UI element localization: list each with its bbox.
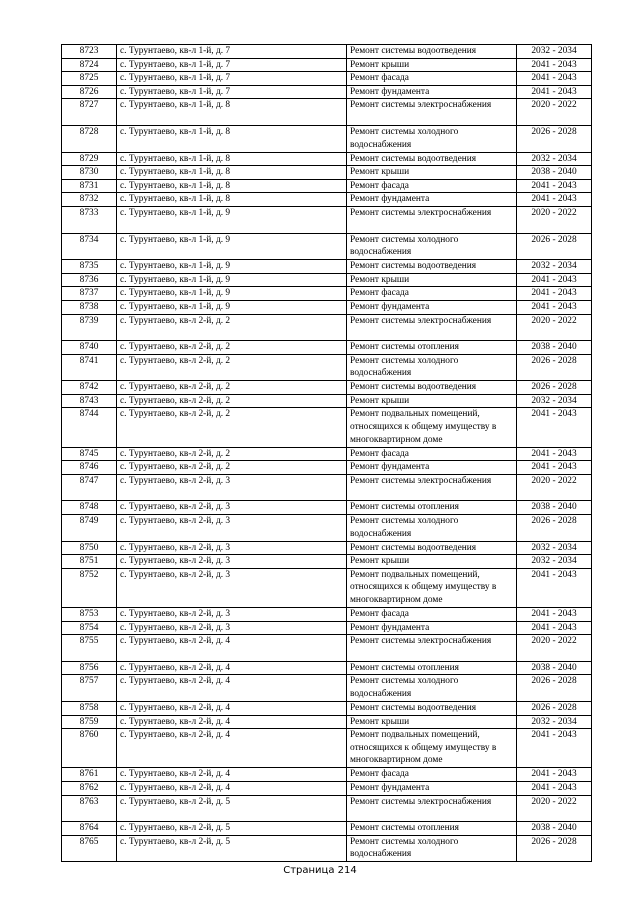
row-number: 8725	[62, 72, 117, 86]
table-row	[62, 621, 592, 635]
row-work-type: Ремонт системы холодного водоснабжения	[347, 125, 517, 152]
table-row	[62, 179, 592, 193]
row-work-type: Ремонт системы холодного водоснабжения	[347, 675, 517, 702]
row-address: с. Турунтаево, кв-л 2-й, д. 4	[117, 701, 347, 715]
table-row	[62, 635, 592, 662]
table-row	[62, 675, 592, 702]
row-period: 2041 - 2043	[517, 58, 592, 72]
table-row	[62, 152, 592, 166]
row-address: с. Турунтаево, кв-л 1-й, д. 7	[117, 58, 347, 72]
row-work-type: Ремонт фасада	[347, 287, 517, 301]
row-number: 8737	[62, 287, 117, 301]
row-number: 8750	[62, 541, 117, 555]
row-work-type: Ремонт крыши	[347, 166, 517, 180]
row-address: с. Турунтаево, кв-л 1-й, д. 9	[117, 233, 347, 260]
row-address: с. Турунтаево, кв-л 2-й, д. 5	[117, 822, 347, 836]
row-number: 8762	[62, 781, 117, 795]
row-address: с. Турунтаево, кв-л 1-й, д. 8	[117, 99, 347, 126]
row-number: 8736	[62, 273, 117, 287]
row-work-type: Ремонт крыши	[347, 555, 517, 569]
row-period: 2020 - 2022	[517, 314, 592, 341]
row-period: 2041 - 2043	[517, 568, 592, 607]
row-address: с. Турунтаево, кв-л 1-й, д. 7	[117, 85, 347, 99]
row-number: 8732	[62, 193, 117, 207]
table-row	[62, 260, 592, 274]
row-work-type: Ремонт системы отопления	[347, 822, 517, 836]
row-address: с. Турунтаево, кв-л 2-й, д. 2	[117, 408, 347, 447]
row-number: 8763	[62, 795, 117, 822]
row-work-type: Ремонт фундамента	[347, 461, 517, 475]
table-row	[62, 287, 592, 301]
row-number: 8746	[62, 461, 117, 475]
repair-schedule-table	[61, 44, 592, 862]
row-period: 2041 - 2043	[517, 193, 592, 207]
row-period: 2032 - 2034	[517, 715, 592, 729]
row-work-type: Ремонт системы водоотведения	[347, 152, 517, 166]
row-number: 8751	[62, 555, 117, 569]
row-work-type: Ремонт системы электроснабжения	[347, 99, 517, 126]
row-period: 2026 - 2028	[517, 125, 592, 152]
row-number: 8764	[62, 822, 117, 836]
row-address: с. Турунтаево, кв-л 1-й, д. 8	[117, 166, 347, 180]
row-number: 8754	[62, 621, 117, 635]
row-number: 8724	[62, 58, 117, 72]
row-address: с. Турунтаево, кв-л 1-й, д. 8	[117, 152, 347, 166]
row-address: с. Турунтаево, кв-л 2-й, д. 3	[117, 568, 347, 607]
table-row	[62, 568, 592, 607]
row-period: 2041 - 2043	[517, 85, 592, 99]
row-number: 8760	[62, 729, 117, 768]
table-row	[62, 206, 592, 233]
table-row	[62, 381, 592, 395]
row-work-type: Ремонт подвальных помещений, относящихся к общему имуществу в многоквартирном доме	[347, 408, 517, 447]
row-address: с. Турунтаево, кв-л 2-й, д. 5	[117, 795, 347, 822]
row-number: 8738	[62, 300, 117, 314]
table-row	[62, 45, 592, 59]
row-period: 2038 - 2040	[517, 661, 592, 675]
row-number: 8752	[62, 568, 117, 607]
table-row	[62, 72, 592, 86]
row-address: с. Турунтаево, кв-л 2-й, д. 2	[117, 354, 347, 381]
row-period: 2038 - 2040	[517, 341, 592, 355]
row-address: с. Турунтаево, кв-л 1-й, д. 9	[117, 287, 347, 301]
row-period: 2041 - 2043	[517, 608, 592, 622]
row-work-type: Ремонт системы холодного водоснабжения	[347, 515, 517, 542]
row-number: 8740	[62, 341, 117, 355]
row-address: с. Турунтаево, кв-л 2-й, д. 3	[117, 621, 347, 635]
row-number: 8759	[62, 715, 117, 729]
row-period: 2041 - 2043	[517, 300, 592, 314]
row-work-type: Ремонт крыши	[347, 394, 517, 408]
table-row	[62, 166, 592, 180]
row-period: 2020 - 2022	[517, 795, 592, 822]
row-work-type: Ремонт системы холодного водоснабжения	[347, 233, 517, 260]
row-period: 2032 - 2034	[517, 152, 592, 166]
row-period: 2038 - 2040	[517, 822, 592, 836]
row-period: 2026 - 2028	[517, 835, 592, 862]
row-work-type: Ремонт системы электроснабжения	[347, 635, 517, 662]
row-number: 8726	[62, 85, 117, 99]
table-row	[62, 394, 592, 408]
row-address: с. Турунтаево, кв-л 1-й, д. 9	[117, 260, 347, 274]
row-address: с. Турунтаево, кв-л 2-й, д. 3	[117, 541, 347, 555]
row-period: 2032 - 2034	[517, 541, 592, 555]
row-number: 8744	[62, 408, 117, 447]
row-period: 2020 - 2022	[517, 206, 592, 233]
row-work-type: Ремонт фундамента	[347, 85, 517, 99]
row-period: 2041 - 2043	[517, 621, 592, 635]
table-row	[62, 193, 592, 207]
row-number: 8743	[62, 394, 117, 408]
table-row	[62, 447, 592, 461]
row-period: 2038 - 2040	[517, 501, 592, 515]
table-row	[62, 461, 592, 475]
row-work-type: Ремонт системы электроснабжения	[347, 314, 517, 341]
row-period: 2020 - 2022	[517, 474, 592, 501]
row-address: с. Турунтаево, кв-л 1-й, д. 8	[117, 179, 347, 193]
row-address: с. Турунтаево, кв-л 2-й, д. 2	[117, 314, 347, 341]
row-work-type: Ремонт крыши	[347, 273, 517, 287]
row-number: 8729	[62, 152, 117, 166]
table-row	[62, 354, 592, 381]
table-row	[62, 795, 592, 822]
row-period: 2041 - 2043	[517, 461, 592, 475]
table-row	[62, 300, 592, 314]
table-row	[62, 729, 592, 768]
table-row	[62, 99, 592, 126]
row-address: с. Турунтаево, кв-л 2-й, д. 2	[117, 381, 347, 395]
row-period: 2026 - 2028	[517, 701, 592, 715]
row-period: 2020 - 2022	[517, 635, 592, 662]
row-work-type: Ремонт фундамента	[347, 193, 517, 207]
row-number: 8734	[62, 233, 117, 260]
row-work-type: Ремонт системы отопления	[347, 661, 517, 675]
row-number: 8730	[62, 166, 117, 180]
table-row	[62, 661, 592, 675]
row-period: 2041 - 2043	[517, 447, 592, 461]
row-work-type: Ремонт системы водоотведения	[347, 45, 517, 59]
row-address: с. Турунтаево, кв-л 2-й, д. 4	[117, 729, 347, 768]
row-work-type: Ремонт системы отопления	[347, 501, 517, 515]
row-address: с. Турунтаево, кв-л 2-й, д. 3	[117, 555, 347, 569]
row-number: 8747	[62, 474, 117, 501]
row-number: 8757	[62, 675, 117, 702]
table-row	[62, 781, 592, 795]
table-row	[62, 341, 592, 355]
table-row	[62, 515, 592, 542]
row-number: 8742	[62, 381, 117, 395]
row-period: 2041 - 2043	[517, 287, 592, 301]
row-period: 2032 - 2034	[517, 555, 592, 569]
row-number: 8741	[62, 354, 117, 381]
row-period: 2041 - 2043	[517, 781, 592, 795]
row-number: 8739	[62, 314, 117, 341]
row-period: 2020 - 2022	[517, 99, 592, 126]
row-number: 8753	[62, 608, 117, 622]
row-work-type: Ремонт фундамента	[347, 300, 517, 314]
row-work-type: Ремонт системы водоотведения	[347, 541, 517, 555]
row-number: 8728	[62, 125, 117, 152]
row-address: с. Турунтаево, кв-л 2-й, д. 3	[117, 515, 347, 542]
row-address: с. Турунтаево, кв-л 1-й, д. 8	[117, 125, 347, 152]
row-period: 2032 - 2034	[517, 394, 592, 408]
row-address: с. Турунтаево, кв-л 2-й, д. 4	[117, 715, 347, 729]
table-row	[62, 273, 592, 287]
row-address: с. Турунтаево, кв-л 2-й, д. 4	[117, 781, 347, 795]
table-row	[62, 715, 592, 729]
row-work-type: Ремонт системы электроснабжения	[347, 206, 517, 233]
table-row	[62, 501, 592, 515]
row-address: с. Турунтаево, кв-л 2-й, д. 3	[117, 501, 347, 515]
row-number: 8745	[62, 447, 117, 461]
row-number: 8735	[62, 260, 117, 274]
row-address: с. Турунтаево, кв-л 1-й, д. 7	[117, 45, 347, 59]
row-address: с. Турунтаево, кв-л 1-й, д. 7	[117, 72, 347, 86]
row-address: с. Турунтаево, кв-л 2-й, д. 2	[117, 461, 347, 475]
row-work-type: Ремонт системы водоотведения	[347, 381, 517, 395]
row-number: 8749	[62, 515, 117, 542]
table-row	[62, 768, 592, 782]
row-address: с. Турунтаево, кв-л 2-й, д. 4	[117, 661, 347, 675]
row-address: с. Турунтаево, кв-л 2-й, д. 4	[117, 635, 347, 662]
row-address: с. Турунтаево, кв-л 2-й, д. 5	[117, 835, 347, 862]
table-row	[62, 822, 592, 836]
table-row	[62, 541, 592, 555]
row-work-type: Ремонт фасада	[347, 608, 517, 622]
row-work-type: Ремонт подвальных помещений, относящихся к общему имуществу в многоквартирном доме	[347, 729, 517, 768]
row-address: с. Турунтаево, кв-л 2-й, д. 3	[117, 608, 347, 622]
row-address: с. Турунтаево, кв-л 1-й, д. 9	[117, 206, 347, 233]
row-address: с. Турунтаево, кв-л 2-й, д. 2	[117, 394, 347, 408]
row-number: 8758	[62, 701, 117, 715]
row-period: 2026 - 2028	[517, 515, 592, 542]
table-row	[62, 314, 592, 341]
row-period: 2041 - 2043	[517, 72, 592, 86]
table-row	[62, 701, 592, 715]
row-work-type: Ремонт системы электроснабжения	[347, 474, 517, 501]
row-work-type: Ремонт системы холодного водоснабжения	[347, 354, 517, 381]
table-row	[62, 125, 592, 152]
table-row	[62, 408, 592, 447]
row-work-type: Ремонт системы холодного водоснабжения	[347, 835, 517, 862]
row-work-type: Ремонт системы отопления	[347, 341, 517, 355]
row-address: с. Турунтаево, кв-л 2-й, д. 2	[117, 447, 347, 461]
row-number: 8761	[62, 768, 117, 782]
row-work-type: Ремонт крыши	[347, 715, 517, 729]
row-work-type: Ремонт фасада	[347, 179, 517, 193]
row-address: с. Турунтаево, кв-л 2-й, д. 3	[117, 474, 347, 501]
row-number: 8731	[62, 179, 117, 193]
row-period: 2032 - 2034	[517, 260, 592, 274]
row-work-type: Ремонт фасада	[347, 768, 517, 782]
row-number: 8755	[62, 635, 117, 662]
table-row	[62, 233, 592, 260]
row-work-type: Ремонт фундамента	[347, 781, 517, 795]
table-row	[62, 58, 592, 72]
row-period: 2041 - 2043	[517, 729, 592, 768]
row-period: 2038 - 2040	[517, 166, 592, 180]
row-number: 8765	[62, 835, 117, 862]
table-row	[62, 555, 592, 569]
table-row	[62, 85, 592, 99]
row-address: с. Турунтаево, кв-л 2-й, д. 4	[117, 768, 347, 782]
row-number: 8748	[62, 501, 117, 515]
row-work-type: Ремонт фундамента	[347, 621, 517, 635]
row-work-type: Ремонт подвальных помещений, относящихся к общему имуществу в многоквартирном доме	[347, 568, 517, 607]
row-period: 2026 - 2028	[517, 354, 592, 381]
row-work-type: Ремонт системы водоотведения	[347, 260, 517, 274]
row-number: 8756	[62, 661, 117, 675]
page-number: Страница 214	[283, 865, 357, 876]
row-number: 8733	[62, 206, 117, 233]
row-period: 2041 - 2043	[517, 273, 592, 287]
row-period: 2026 - 2028	[517, 233, 592, 260]
row-work-type: Ремонт системы электроснабжения	[347, 795, 517, 822]
table-row	[62, 835, 592, 862]
row-address: с. Турунтаево, кв-л 2-й, д. 2	[117, 341, 347, 355]
row-number: 8723	[62, 45, 117, 59]
row-work-type: Ремонт фасада	[347, 72, 517, 86]
row-address: с. Турунтаево, кв-л 1-й, д. 9	[117, 300, 347, 314]
row-address: с. Турунтаево, кв-л 1-й, д. 8	[117, 193, 347, 207]
row-work-type: Ремонт фасада	[347, 447, 517, 461]
row-period: 2026 - 2028	[517, 675, 592, 702]
row-period: 2026 - 2028	[517, 381, 592, 395]
table-row	[62, 474, 592, 501]
row-number: 8727	[62, 99, 117, 126]
row-period: 2041 - 2043	[517, 179, 592, 193]
row-work-type: Ремонт крыши	[347, 58, 517, 72]
row-address: с. Турунтаево, кв-л 1-й, д. 9	[117, 273, 347, 287]
row-address: с. Турунтаево, кв-л 2-й, д. 4	[117, 675, 347, 702]
row-period: 2041 - 2043	[517, 768, 592, 782]
row-period: 2041 - 2043	[517, 408, 592, 447]
table-body	[62, 45, 592, 862]
row-work-type: Ремонт системы водоотведения	[347, 701, 517, 715]
table-row	[62, 608, 592, 622]
row-period: 2032 - 2034	[517, 45, 592, 59]
